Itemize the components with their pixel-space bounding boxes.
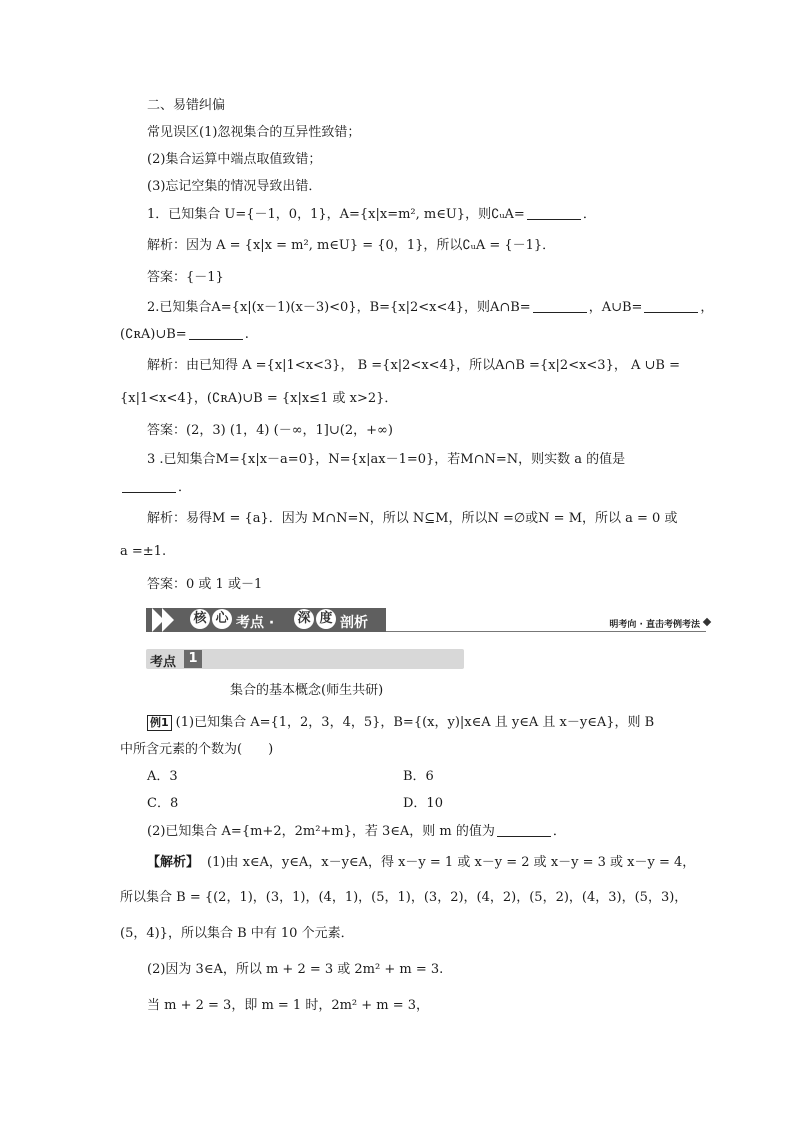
banner-char: 度 [316, 609, 336, 629]
banner-text: 考点 · [236, 615, 275, 631]
option-a: A．3 [147, 769, 178, 784]
banner-tagline: 明考向 · 直击考例考法 [609, 620, 700, 630]
answer-blank [189, 325, 243, 340]
answer-blank [644, 298, 698, 313]
question-1: 1．已知集合 U={－1，0，1}，A={x|x=m², m∈U}，则∁ᵤA= ． [147, 207, 596, 222]
question-2: 2.已知集合A={x|(x－1)(x－3)<0}，B={x|2<x<4}，则A∩B= ，A∪B= ， [147, 300, 714, 315]
analysis-1-cont: 所以集合 B = {(2，1)，(3，1)，(4，1)，(5，1)，(3，2)，(4，2)，(5，2)，(4，3)，(5，3)， [120, 890, 688, 905]
analysis-1-cont: (5，4)}，所以集合 B 中有 10 个元素． [120, 926, 354, 941]
text-line: 常见误区(1)忽视集合的互异性致错； [147, 125, 361, 140]
banner-char: 心 [212, 609, 232, 629]
analysis-tag: 【解析】 [147, 855, 200, 870]
solution-2: 解析：由已知得 A ={x|1<x<3}， B ={x|2<x<4}，所以A∩B ={x|2<x<3}， A ∪B = [147, 358, 680, 373]
question-3: 3 .已知集合M={x|x－a=0}，N={x|ax－1=0}，若M∩N=N，则实数 a 的值是 [147, 452, 626, 467]
answer-blank [122, 478, 176, 493]
banner-text: 剖析 [340, 615, 368, 631]
analysis-2: (2)因为 3∈A，所以 m + 2 = 3 或 2m² + m = 3. [147, 962, 444, 977]
kaodian-label: 考点 [150, 655, 177, 670]
answer-1: 答案：{－1} [147, 270, 224, 285]
kaodian-number: 1 [184, 650, 202, 668]
question-3-cont: ． [120, 478, 191, 497]
solution-1: 解析：因为 A = {x|x = m², m∈U} = {0，1}，所以∁ᵤA = {－1}． [147, 238, 556, 253]
kaodian-bar [146, 649, 464, 669]
solution-2-cont: {x|1<x<4}，(∁ʀA)∪B = {x|x≤1 或 x>2}． [120, 391, 398, 406]
answer-blank [497, 822, 551, 837]
topic-title: 集合的基本概念(师生共研) [230, 683, 384, 698]
example-tag: 例1 [147, 715, 172, 731]
answer-blank [527, 205, 581, 220]
text-line: (3)忘记空集的情况导致出错． [147, 179, 322, 194]
option-b: B．6 [403, 769, 434, 784]
text-line: (2)集合运算中端点取值致错； [147, 152, 322, 167]
option-d: D．10 [403, 796, 443, 811]
section-heading: 二、易错纠偏 [147, 98, 226, 113]
analysis-2-cont: 当 m + 2 = 3，即 m = 1 时，2m² + m = 3， [147, 998, 430, 1013]
example-1: 例1 (1)已知集合 A={1，2，3，4，5}，B={(x，y)|x∈A 且 y∈A 且 x－y∈A}，则 B [147, 714, 654, 732]
answer-blank [533, 298, 587, 313]
answer-2: 答案：(2，3) (1，4) (－∞，1]∪(2，+∞) [147, 423, 393, 438]
analysis-1: 【解析】 (1)由 x∈A，y∈A，x－y∈A，得 x－y = 1 或 x－y = 2 或 x－y = 3 或 x－y = 4， [147, 855, 696, 870]
solution-3: 解析：易得M = {a}．因为 M∩N=N，所以 N⊆M，所以N =∅或N = M，所以 a = 0 或 [147, 511, 678, 526]
diamond-icon [703, 618, 711, 626]
option-c: C．8 [147, 796, 179, 811]
banner-rule [386, 631, 706, 632]
banner-char: 深 [294, 609, 314, 629]
example-1-part-2: (2)已知集合 A={m+2，2m²+m}，若 3∈A，则 m 的值为 ． [147, 824, 566, 839]
section-banner [146, 605, 710, 635]
chevron-icon [162, 608, 174, 632]
example-1-cont: 中所含元素的个数为( ) [120, 742, 274, 757]
answer-3: 答案：0 或 1 或－1 [147, 577, 263, 592]
question-2-cont: (∁ʀA)∪B= . [120, 327, 249, 342]
solution-3-cont: a =±1. [120, 544, 167, 559]
banner-char: 核 [190, 609, 210, 629]
